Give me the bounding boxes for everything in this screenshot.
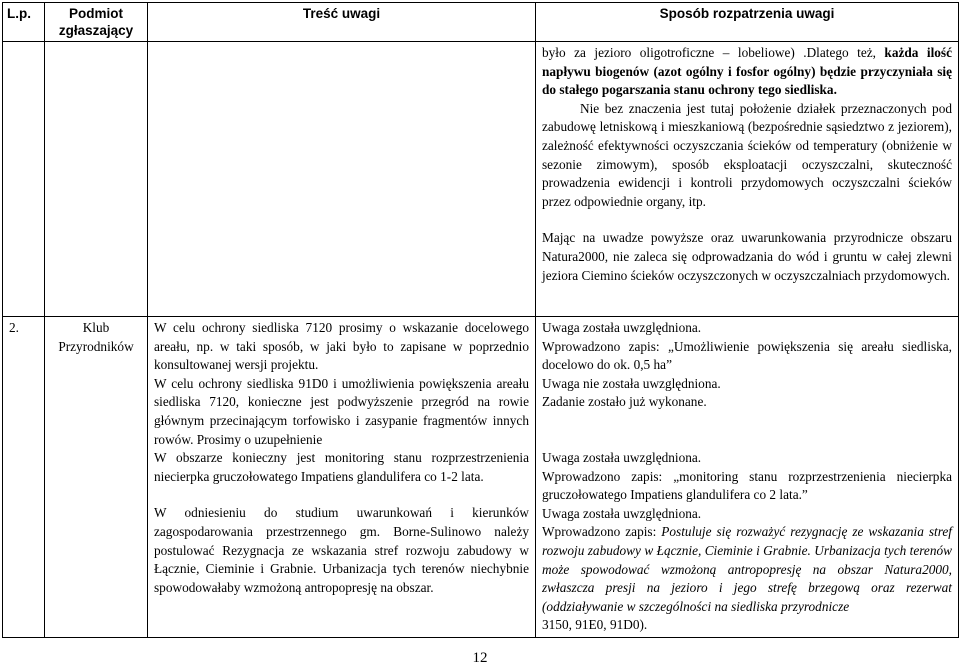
- response-2-text: Zadanie zostało już wykonane.: [542, 394, 707, 410]
- remarks-table: [2, 2, 959, 638]
- row2-submitter-line2: Przyrodników: [58, 338, 134, 354]
- header-podmiot-line2: zgłaszający: [58, 23, 134, 38]
- row2-number: 2.: [3, 317, 45, 638]
- response-4-text: [542, 523, 952, 635]
- row2-remark-cell: [148, 317, 536, 638]
- remark-1: W celu ochrony siedliska 7120 prosimy o wskazanie docelowego areału, np. w taki sposób, w jaki było to zapisane w poprzednio konsultowanej wersji projektu.: [154, 320, 529, 373]
- row1-paragraph-2: Nie bez znaczenia jest tutaj położenie działek przeznaczonych pod zabudowę letniskową i mieszkaniową (bezpośrednie sąsiedztwo z jeziorem), zależność efektywności oczyszczania ścieków od temperatury (obniżenie w sezonie zimowym), sposób eksploatacji oczyszczalni, skuteczność prowadzenia ewidencji i kontroli przydomowych oczyszczalni ścieków przez odpowiednie organy, itp.: [542, 100, 952, 209]
- response-1-status: Uwaga została uwzględniona.: [542, 320, 702, 335]
- remark-3: W obszarze konieczny jest monitoring stanu rozprzestrzenienia niecierpka gruczołowatego Impatiens glandulifera co 1-2 lata.: [154, 450, 529, 484]
- response-4-italic: Postuluje się rozważyć rezygnację ze wskazania stref rozwoju zabudowy w Łącznie, Cieminie i Grabnie. Urbanizacja tych terenów może spowodować wzmożoną antropopresję na obszar Natura2000, zwłaszcza presji na jezioro i jego strefę brzegową oraz rezerwat (oddziaływanie w szczególności na siedliska przyrodnicze: [542, 524, 952, 614]
- header-lp: L.p.: [3, 3, 45, 42]
- row2-response-cell: [536, 317, 959, 638]
- row1-submitter-cell: [45, 42, 148, 317]
- response-1-text: Wprowadzono zapis: „Umożliwienie powiększenia się areału siedliska, docelowo do ok. 0,5 ha”: [542, 338, 952, 373]
- response-3-text: Wprowadzono zapis: „monitoring stanu rozprzestrzenienia niecierpka gruczołowatego Impatiens glandulifera co 2 lata.”: [542, 468, 952, 503]
- row1-spacer: [542, 211, 952, 229]
- row1-para1-prefix: było za jezioro oligotroficzne – lobeliowe) .Dlatego też,: [542, 45, 885, 60]
- header-tresc: Treść uwagi: [148, 3, 536, 42]
- remark-spacer: [154, 486, 529, 504]
- row1-lp-cell: [3, 42, 45, 317]
- remark-2: W celu ochrony siedliska 91D0 i umożliwienia powiększenia areału siedliska 7120, konieczne jest podwyższenie przegród na rowie głównym przecinającym torfowisko i zasypanie fragmentów innych rowów. Prosimy o uzupełnienie: [154, 375, 529, 447]
- response-spacer: [542, 412, 952, 449]
- header-podmiot: [45, 3, 148, 42]
- table-header-row: [3, 3, 959, 42]
- row2-submitter-line1: Klub: [82, 320, 110, 335]
- table-row: [3, 317, 959, 638]
- response-4-prefix: Wprowadzono zapis:: [542, 524, 662, 540]
- response-4-status: Uwaga została uwzględniona.: [542, 505, 702, 521]
- row1-paragraph-3: Mając na uwadze powyższe oraz uwarunkowania przyrodnicze obszaru Natura2000, nie zaleca się odprowadzania do wód i gruntu w całej zlewni jeziora Ciemino ścieków oczyszczonych w oczyszczalniach przydomowych.: [542, 230, 952, 283]
- header-podmiot-line1: Podmiot: [69, 6, 123, 21]
- response-2-status: Uwaga nie została uwzględniona.: [542, 375, 721, 391]
- response-4-suffix: 3150, 91E0, 91D0).: [542, 617, 648, 633]
- row2-submitter: [45, 317, 148, 638]
- response-3-status: Uwaga została uwzględniona.: [542, 449, 702, 465]
- table-row: [3, 42, 959, 317]
- row1-response-cell: [536, 42, 959, 317]
- page-number: 12: [472, 650, 488, 666]
- remark-4: W odniesieniu do studium uwarunkowań i kierunków zagospodarowania przestrzennego gm. Borne-Sulinowo należy postulować Rezygnacja ze wskazania stref rozwoju zabudowy w Łącznie, Cieminie i Grabnie. Urbanizacja tych terenów niechybnie spowodowałaby wzmożoną antropopresję na obszar.: [154, 505, 529, 595]
- row1-remark-cell: [148, 42, 536, 317]
- row1-paragraph-1: [542, 44, 952, 100]
- header-sposob: Sposób rozpatrzenia uwagi: [536, 3, 959, 42]
- row1-para1-bold: każda ilość napływu biogenów (azot ogólny i fosfor ogólny) będzie przyczyniała się do stałego pogarszania stanu ochrony tego siedliska.: [542, 45, 952, 98]
